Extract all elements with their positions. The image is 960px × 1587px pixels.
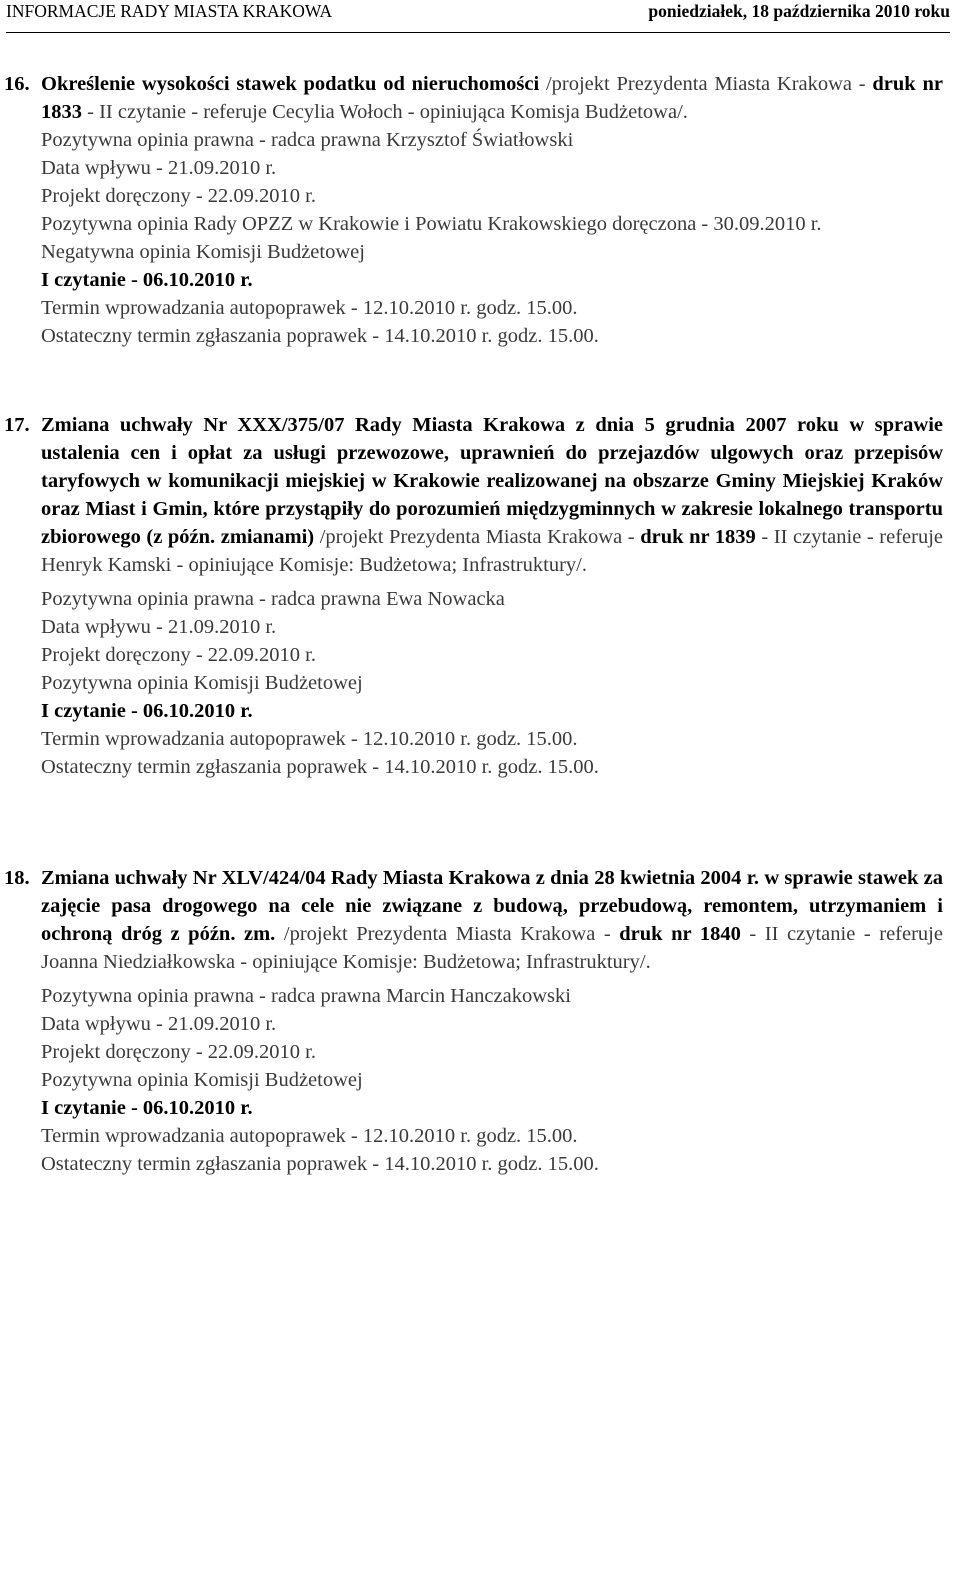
item-print-number: druk nr 1839 — [640, 526, 756, 548]
item-print-number: druk nr 1840 — [619, 923, 741, 945]
page-header — [6, 0, 950, 33]
receipt-date: Data wpływu - 21.09.2010 r. — [41, 157, 277, 179]
legal-opinion: Pozytywna opinia prawna - radca prawna Krzysztof Światłowski — [41, 129, 574, 151]
item-number: 17. — [4, 414, 30, 436]
agenda-item-17 — [4, 411, 943, 781]
delivery-date: Projekt doręczony - 22.09.2010 r. — [41, 644, 316, 666]
agenda-item-18 — [4, 864, 943, 1178]
item-project-prefix: /projekt Prezydenta Miasta Krakowa - — [314, 526, 641, 548]
item-title: Zmiana uchwały Nr XXX/375/07 Rady Miasta Krakowa z dnia 5 grudnia 2007 roku w sprawie ustalenia cen i opłat za usługi przewozowe, uprawnień do przejazdów ulgowych oraz przepisów taryfowych w komunikacji miejskiej w Krakowie realizowanej na obszarze Gminy Miejskiej Kraków oraz Miast i Gmin, które przystąpiły do porozumień międzygminnych w zakresie lokalnego transportu zbiorowego (z późn. zmianami) — [41, 414, 943, 548]
receipt-date: Data wpływu - 21.09.2010 r. — [41, 616, 277, 638]
item-heading — [41, 411, 943, 579]
item-heading — [41, 70, 943, 126]
committee-opinion: Pozytywna opinia Komisji Budżetowej — [41, 1069, 363, 1091]
item-number: 16. — [4, 73, 30, 95]
header-title: INFORMACJE RADY MIASTA KRAKOWA — [6, 1, 333, 21]
agenda-item-16 — [4, 70, 943, 350]
item-project-suffix: - II czytanie - referuje Henryk Kamski - opiniujące Komisje: Budżetowa; Infrastruktury/. — [41, 526, 943, 576]
item-project-suffix: - II czytanie - referuje Joanna Niedziałkowska - opiniujące Komisje: Budżetowa; Infrastruktury/. — [41, 923, 943, 973]
delivery-date: Projekt doręczony - 22.09.2010 r. — [41, 185, 316, 207]
amendment-final-deadline: Ostateczny termin zgłaszania poprawek - 14.10.2010 r. godz. 15.00. — [41, 1153, 599, 1175]
self-amendment-deadline: Termin wprowadzania autopoprawek - 12.10.2010 r. godz. 15.00. — [41, 297, 578, 319]
first-reading: I czytanie - 06.10.2010 r. — [41, 269, 253, 291]
first-reading: I czytanie - 06.10.2010 r. — [41, 700, 253, 722]
item-title: Zmiana uchwały Nr XLV/424/04 Rady Miasta Krakowa z dnia 28 kwietnia 2004 r. w sprawie stawek za zajęcie pasa drogowego na cele nie związane z budową, przebudową, remontem, utrzymaniem i ochroną dróg z późn. zm. — [41, 867, 943, 945]
item-title: Określenie wysokości stawek podatku od nieruchomości — [41, 73, 540, 95]
receipt-date: Data wpływu - 21.09.2010 r. — [41, 1013, 277, 1035]
item-heading — [41, 864, 943, 976]
legal-opinion: Pozytywna opinia prawna - radca prawna Ewa Nowacka — [41, 588, 505, 610]
amendment-final-deadline: Ostateczny termin zgłaszania poprawek - 14.10.2010 r. godz. 15.00. — [41, 756, 599, 778]
delivery-date: Projekt doręczony - 22.09.2010 r. — [41, 1041, 316, 1063]
committee-opinion: Negatywna opinia Komisji Budżetowej — [41, 241, 365, 263]
item-project-prefix: /projekt Prezydenta Miasta Krakowa - — [275, 923, 620, 945]
opzz-opinion: Pozytywna opinia Rady OPZZ w Krakowie i Powiatu Krakowskiego doręczona - 30.09.2010 r. — [41, 213, 822, 235]
self-amendment-deadline: Termin wprowadzania autopoprawek - 12.10.2010 r. godz. 15.00. — [41, 1125, 578, 1147]
item-number: 18. — [4, 867, 30, 889]
header-date: poniedziałek, 18 października 2010 roku — [648, 1, 950, 21]
item-project-suffix: - II czytanie - referuje Cecylia Wołoch - opiniująca Komisja Budżetowa/. — [82, 101, 688, 123]
item-project-prefix: /projekt Prezydenta Miasta Krakowa - — [539, 73, 873, 95]
amendment-final-deadline: Ostateczny termin zgłaszania poprawek - 14.10.2010 r. godz. 15.00. — [41, 325, 599, 347]
committee-opinion: Pozytywna opinia Komisji Budżetowej — [41, 672, 363, 694]
self-amendment-deadline: Termin wprowadzania autopoprawek - 12.10.2010 r. godz. 15.00. — [41, 728, 578, 750]
item-print-number: druk nr 1833 — [41, 73, 943, 123]
legal-opinion: Pozytywna opinia prawna - radca prawna Marcin Hanczakowski — [41, 985, 571, 1007]
first-reading: I czytanie - 06.10.2010 r. — [41, 1097, 253, 1119]
